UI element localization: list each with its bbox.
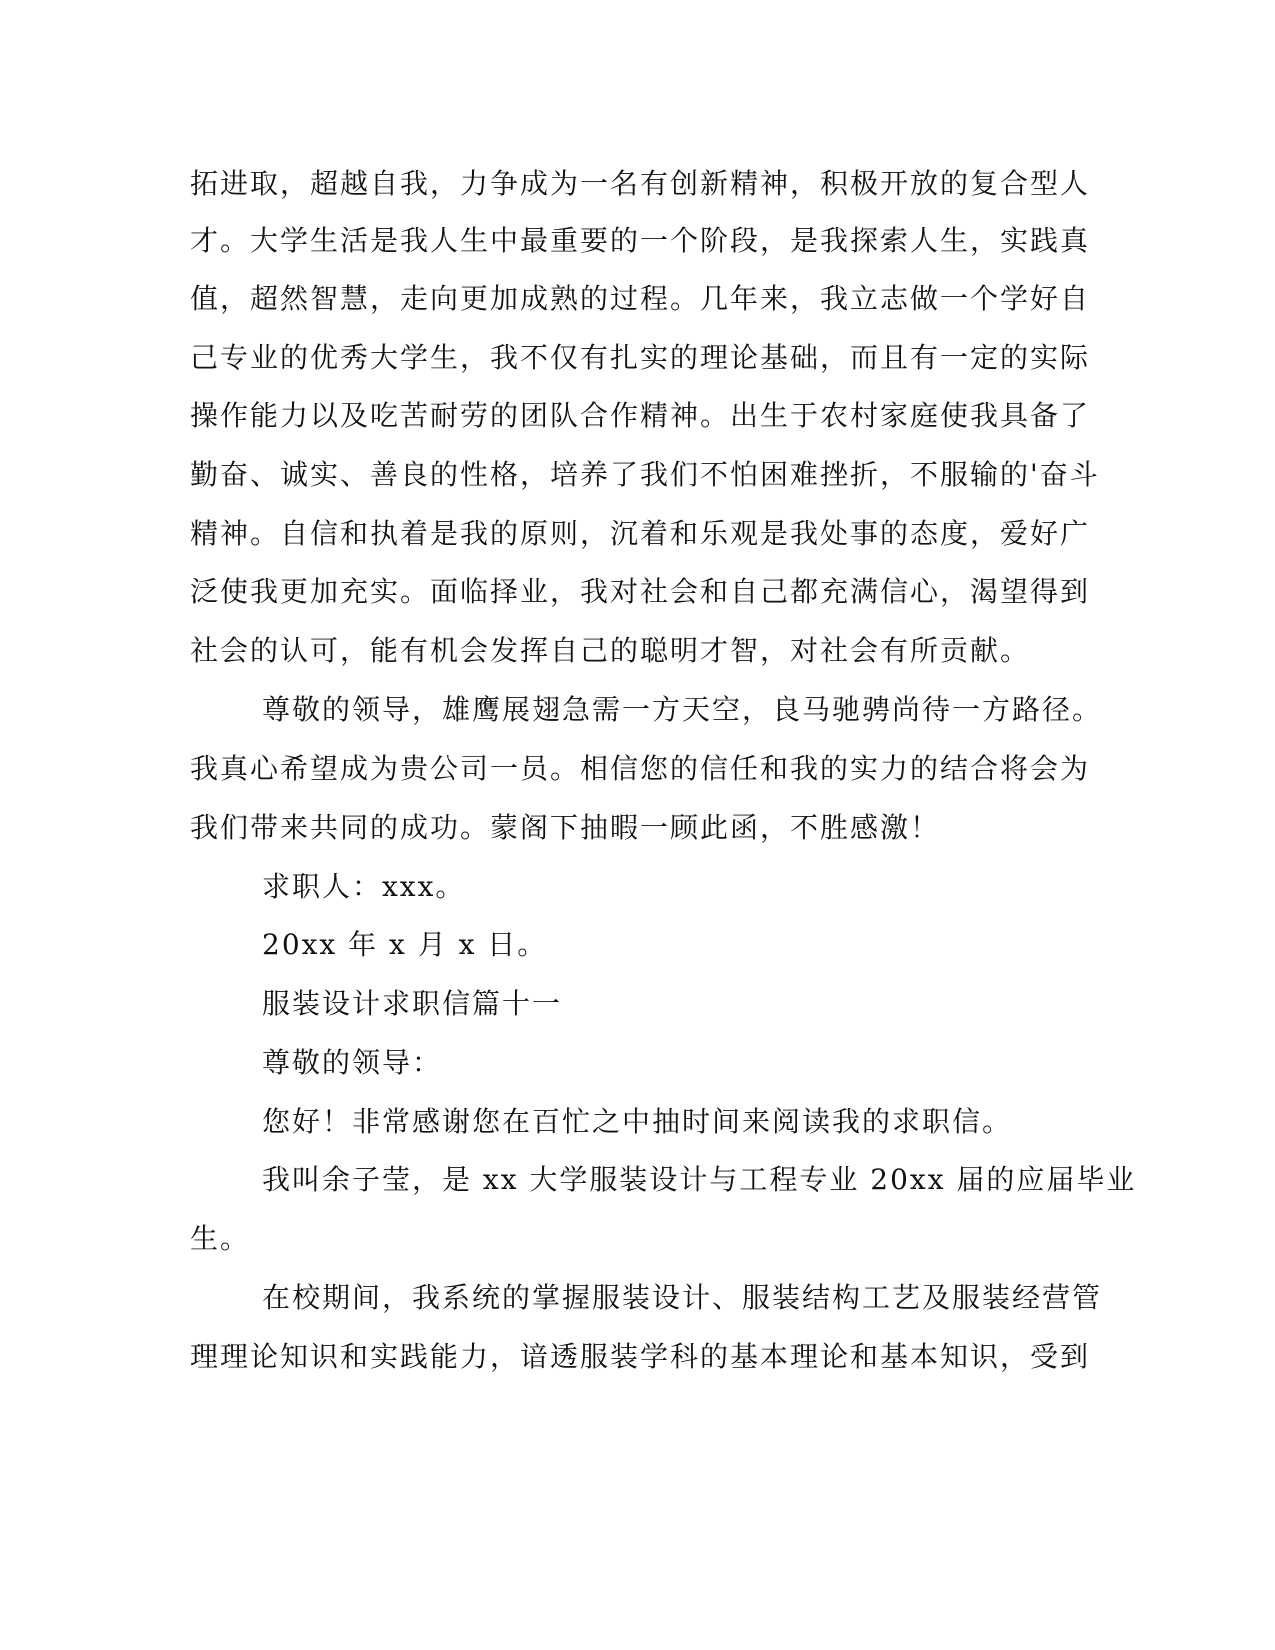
- body-text-line: 精神。自信和执着是我的原则，沉着和乐观是我处事的态度，爱好广: [190, 517, 1091, 550]
- body-text-line: 勤奋、诚实、善良的性格，培养了我们不怕困难挫折，不服输的'奋斗: [190, 458, 1100, 491]
- body-text-line: 值，超然智慧，走向更加成熟的过程。几年来，我立志做一个学好自: [190, 282, 1091, 315]
- body-text-line: 我真心希望成为贵公司一员。相信您的信任和我的实力的结合将会为: [190, 752, 1091, 785]
- body-text-line: 社会的认可，能有机会发挥自己的聪明才智，对社会有所贡献。: [190, 634, 1031, 667]
- salutation-line: 尊敬的领导：: [262, 1046, 443, 1079]
- paragraph-start-line: 在校期间，我系统的掌握服装设计、服装结构工艺及服装经营管: [262, 1281, 1103, 1314]
- body-text-line: 己专业的优秀大学生，我不仅有扎实的理论基础，而且有一定的实际: [190, 341, 1091, 374]
- paragraph-start-line: 我叫余子莹，是 xx 大学服装设计与工程专业 20xx 届的应届毕业: [262, 1163, 1137, 1196]
- applicant-line: 求职人：xxx。: [262, 870, 466, 903]
- greeting-line: 您好！非常感谢您在百忙之中抽时间来阅读我的求职信。: [262, 1105, 1013, 1138]
- body-text-line: 才。大学生活是我人生中最重要的一个阶段，是我探索人生，实践真: [190, 224, 1091, 257]
- section-title: 服装设计求职信篇十一: [262, 987, 563, 1020]
- body-text-line: 泛使我更加充实。面临择业，我对社会和自己都充满信心，渴望得到: [190, 575, 1091, 608]
- body-text-line: 操作能力以及吃苦耐劳的团队合作精神。出生于农村家庭使我具备了: [190, 399, 1091, 432]
- body-text-line: 我们带来共同的成功。蒙阁下抽暇一顾此函，不胜感激！: [190, 811, 941, 844]
- date-line: 20xx 年 x 月 x 日。: [262, 928, 548, 961]
- body-text-line: 生。: [190, 1222, 251, 1255]
- body-text-line: 拓进取，超越自我，力争成为一名有创新精神，积极开放的复合型人: [190, 167, 1091, 200]
- paragraph-start-line: 尊敬的领导，雄鹰展翅急需一方天空，良马驰骋尚待一方路径。: [262, 693, 1103, 726]
- body-text-line: 理理论知识和实践能力，谙透服装学科的基本理论和基本知识，受到: [190, 1340, 1091, 1373]
